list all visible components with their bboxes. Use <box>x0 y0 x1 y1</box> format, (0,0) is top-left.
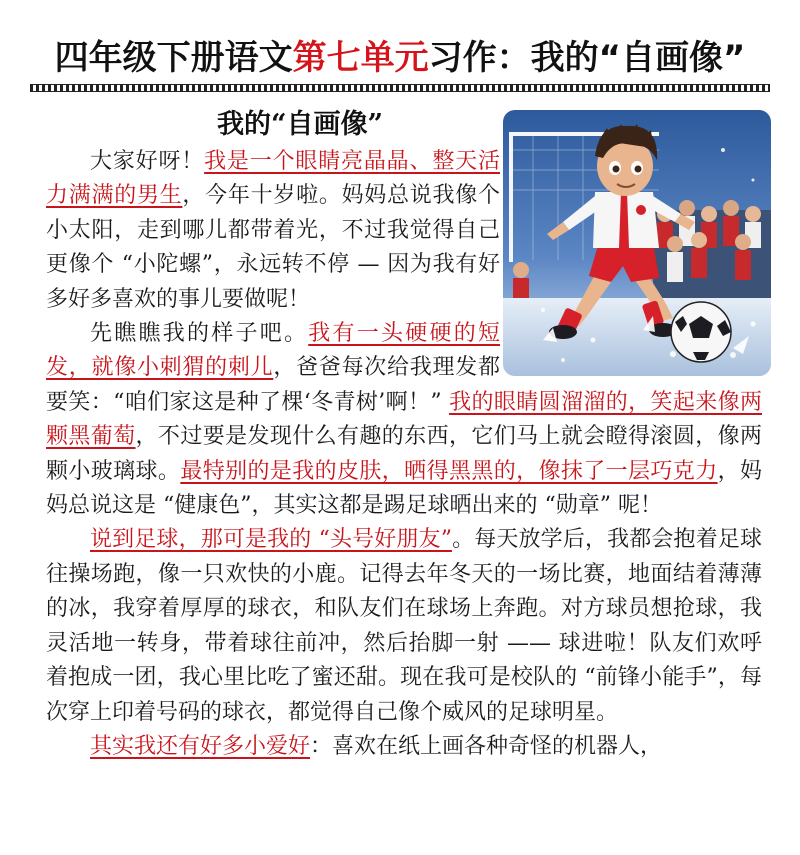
paragraph-3 <box>46 523 762 729</box>
essay-body <box>46 145 762 764</box>
highlight-sentence: 我有一头硬硬的短发，就像小刺猬的刺儿 <box>46 321 500 381</box>
text-span: ，爸爸每次给我理发都要笑：“咱们家这是种了棵‘冬青树’啊！” <box>46 355 500 415</box>
highlight-sentence: 说到足球，那可是我的 “头号好朋友” <box>90 527 452 553</box>
image-float-spacer <box>500 145 762 377</box>
header-accent: 第七单元 <box>292 38 429 78</box>
page-header <box>0 30 800 79</box>
text-span: ，今年十岁啦。妈妈总说我像个小太阳，走到哪儿都带着光，不过我觉得自己更像个 “小陀螺”，永远转不停 — 因为我有好多好多喜欢的事儿要做呢！ <box>46 183 500 312</box>
text-span: ，妈妈总说这是 “健康色”，其实这都是踢足球晒出来的 “勋章” 呢！ <box>46 458 762 519</box>
highlight-sentence: 其实我还有好多小爱好 <box>90 733 311 759</box>
header-suffix: 习作：我的“自画像” <box>428 38 746 78</box>
text-span: 先瞧瞧我的样子吧。 <box>90 321 309 347</box>
paragraph-4 <box>46 730 762 764</box>
header-prefix: 四年级下册语文 <box>54 38 293 78</box>
text-span: 大家好呀！ <box>90 149 205 174</box>
highlight-sentence: 我是一个眼睛亮晶晶、整天活力满满的男生 <box>46 149 500 209</box>
highlight-sentence: 最特别的是我的皮肤，晒得黑黑的，像抹了一层巧克力 <box>180 458 718 484</box>
text-span: ，不过要是发现什么有趣的东西，它们马上就会瞪得滚圆，像两颗小玻璃球。 <box>46 424 762 484</box>
essay-title: 我的“自画像” <box>216 109 384 140</box>
header-divider <box>30 84 770 92</box>
text-span: 。每天放学后，我都会抱着足球往操场跑，像一只欢快的小鹿。记得去年冬天的一场比赛，地面结着薄薄的冰，我穿着厚厚的球衣，和队友们在球场上奔跑。对方球员想抢球，我灵活地一转身，带着球往前冲，然后抬脚一射 —— 球进啦！队友们欢呼着抱成一团，我心里比吃了蜜还甜。现在我可是校队的 “前锋小能手”，每次穿上印着号码的球衣，都觉得自己像个威风的足球明星。 <box>46 527 762 725</box>
text-span: ：喜欢在纸上画各种奇怪的机器人， <box>310 733 663 759</box>
highlight-sentence: 我的眼睛圆溜溜的，笑起来像两颗黑葡萄 <box>46 389 762 450</box>
